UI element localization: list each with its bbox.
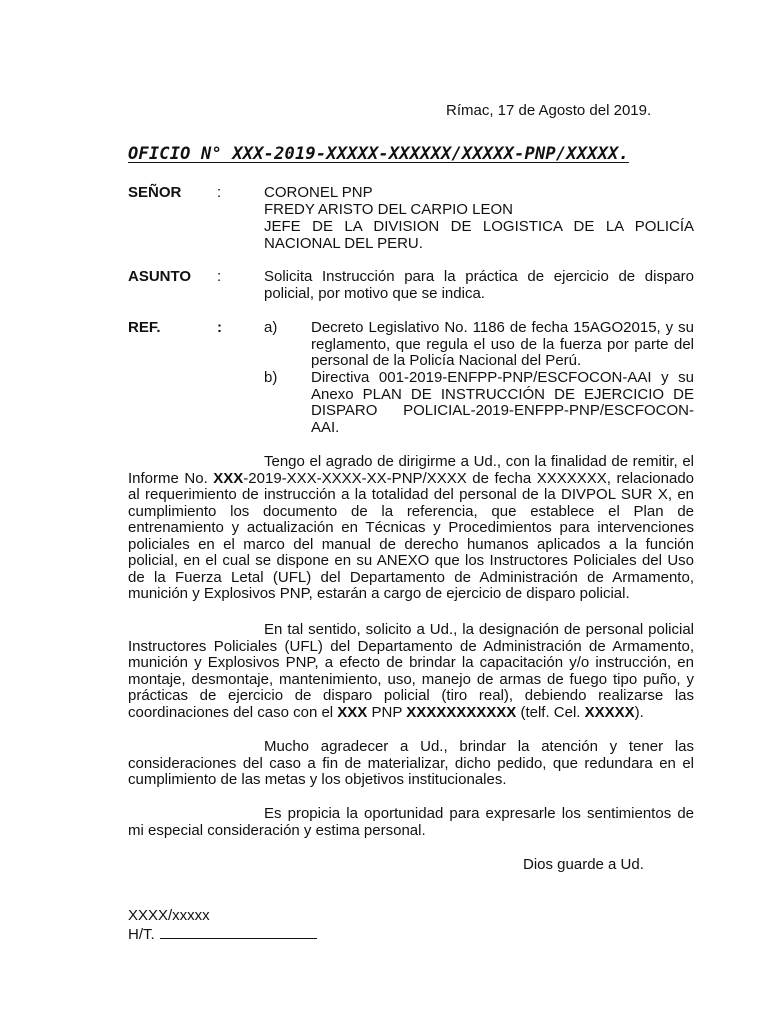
asunto-colon: : (217, 268, 222, 285)
addressee-position: JEFE DE LA DIVISION DE LOGISTICA DE LA POLICÍA NACIONAL DEL PERU. (264, 218, 694, 252)
ref-item-b-text: Directiva 001-2019-ENFPP-PNP/ESCFOCON-AAI y su Anexo PLAN DE INSTRUCCIÓN DE EJERCICIO DE DISPARO POLICIAL-2019-ENFPP-PNP/ESCFOCON-AAI. (311, 369, 694, 436)
ht-signature-line (160, 926, 317, 939)
p1-pre: Tengo el agrado de dirigirme a Ud., con la finalidad de remitir, el Informe No. (128, 453, 694, 487)
ref-item-b-letter: b) (264, 369, 278, 386)
ref-colon: : (217, 319, 222, 336)
ht-label: H/T. (128, 926, 159, 943)
body-paragraph-3: Mucho agradecer a Ud., brindar la atención y tener las consideraciones del caso a fin de materializar, dicho pedido, que redundara en el cumplimiento de las metas y los objetivos institucionales. (128, 738, 694, 788)
p2-rank: XXX (337, 703, 368, 721)
body-paragraph-1 (128, 454, 694, 603)
p2-mid2: (telf. Cel. (516, 703, 585, 721)
senor-label: SEÑOR (128, 184, 182, 201)
oficio-number: OFICIO N° XXX-2019-XXXXX-XXXXXX/XXXXX-PNP/XXXXX. (128, 144, 629, 164)
p2-mid1: PNP (367, 703, 407, 721)
ref-item-a-letter: a) (264, 319, 278, 336)
p1-informe-number: XXX (213, 469, 244, 487)
asunto-label: ASUNTO (128, 268, 192, 285)
addressee-rank: CORONEL PNP (264, 184, 373, 201)
p2-pre: En tal sentido, solicito a Ud., la designación de personal policial Instructores Policiales (UFL) del Departamento de Administración de Armamento, munición y Explosivos PNP, a efecto de brindar la capacitación y/o instrucción, en montaje, desmontaje, mantenimiento, uso, manejo de armas de fuego tipo puño, y prácticas de ejercicio de disparo policial (tiro real), debiendo realizarse las coordinaciones del caso con el (128, 621, 694, 721)
p2-name: XXXXXXXXXXX (406, 703, 517, 721)
document-date: Rímac, 17 de Agosto del 2019. (446, 102, 652, 119)
p1-post: -2019-XXX-XXXX-XX-PNP/XXXX de fecha XXXXXXX, relacionado al requerimiento de instrucción a la totalidad del personal de la DIVPOL SUR X, en cumplimiento los documento de la referencia, que establece el Plan de entrenamiento y actualización en Técnicas y Procedimientos para intervenciones policiales en el marco del manual de derecho humanos aplicados a la función policial, en el cual se dispone en su ANEXO que los Instructores Policiales del Uso de la Fuerza Letal (UFL) del Departamento de Administración de Armamento, munición y Explosivos PNP, estarán a cargo de ejercicio de disparo policial. (128, 469, 695, 602)
p2-phone: XXXXX (584, 703, 635, 721)
ref-label: REF. (128, 319, 161, 336)
asunto-text: Solicita Instrucción para la práctica de ejercicio de disparo policial, por motivo que se indica. (264, 268, 694, 302)
addressee-name: FREDY ARISTO DEL CARPIO LEON (264, 201, 513, 218)
body-paragraph-4: Es propicia la oportunidad para expresarle los sentimientos de mi especial consideración y estima personal. (128, 805, 694, 839)
p2-end: ). (634, 703, 644, 721)
body-paragraph-2 (128, 622, 694, 721)
footer-ht (128, 926, 317, 944)
ref-item-a-text: Decreto Legislativo No. 1186 de fecha 15AGO2015, y su reglamento, que regula el uso de la fuerza por parte del personal de la Policía Nacional del Perú. (311, 319, 694, 369)
closing-salutation: Dios guarde a Ud. (523, 856, 644, 873)
footer-initials: XXXX/xxxxx (128, 907, 210, 924)
senor-colon: : (217, 184, 222, 201)
